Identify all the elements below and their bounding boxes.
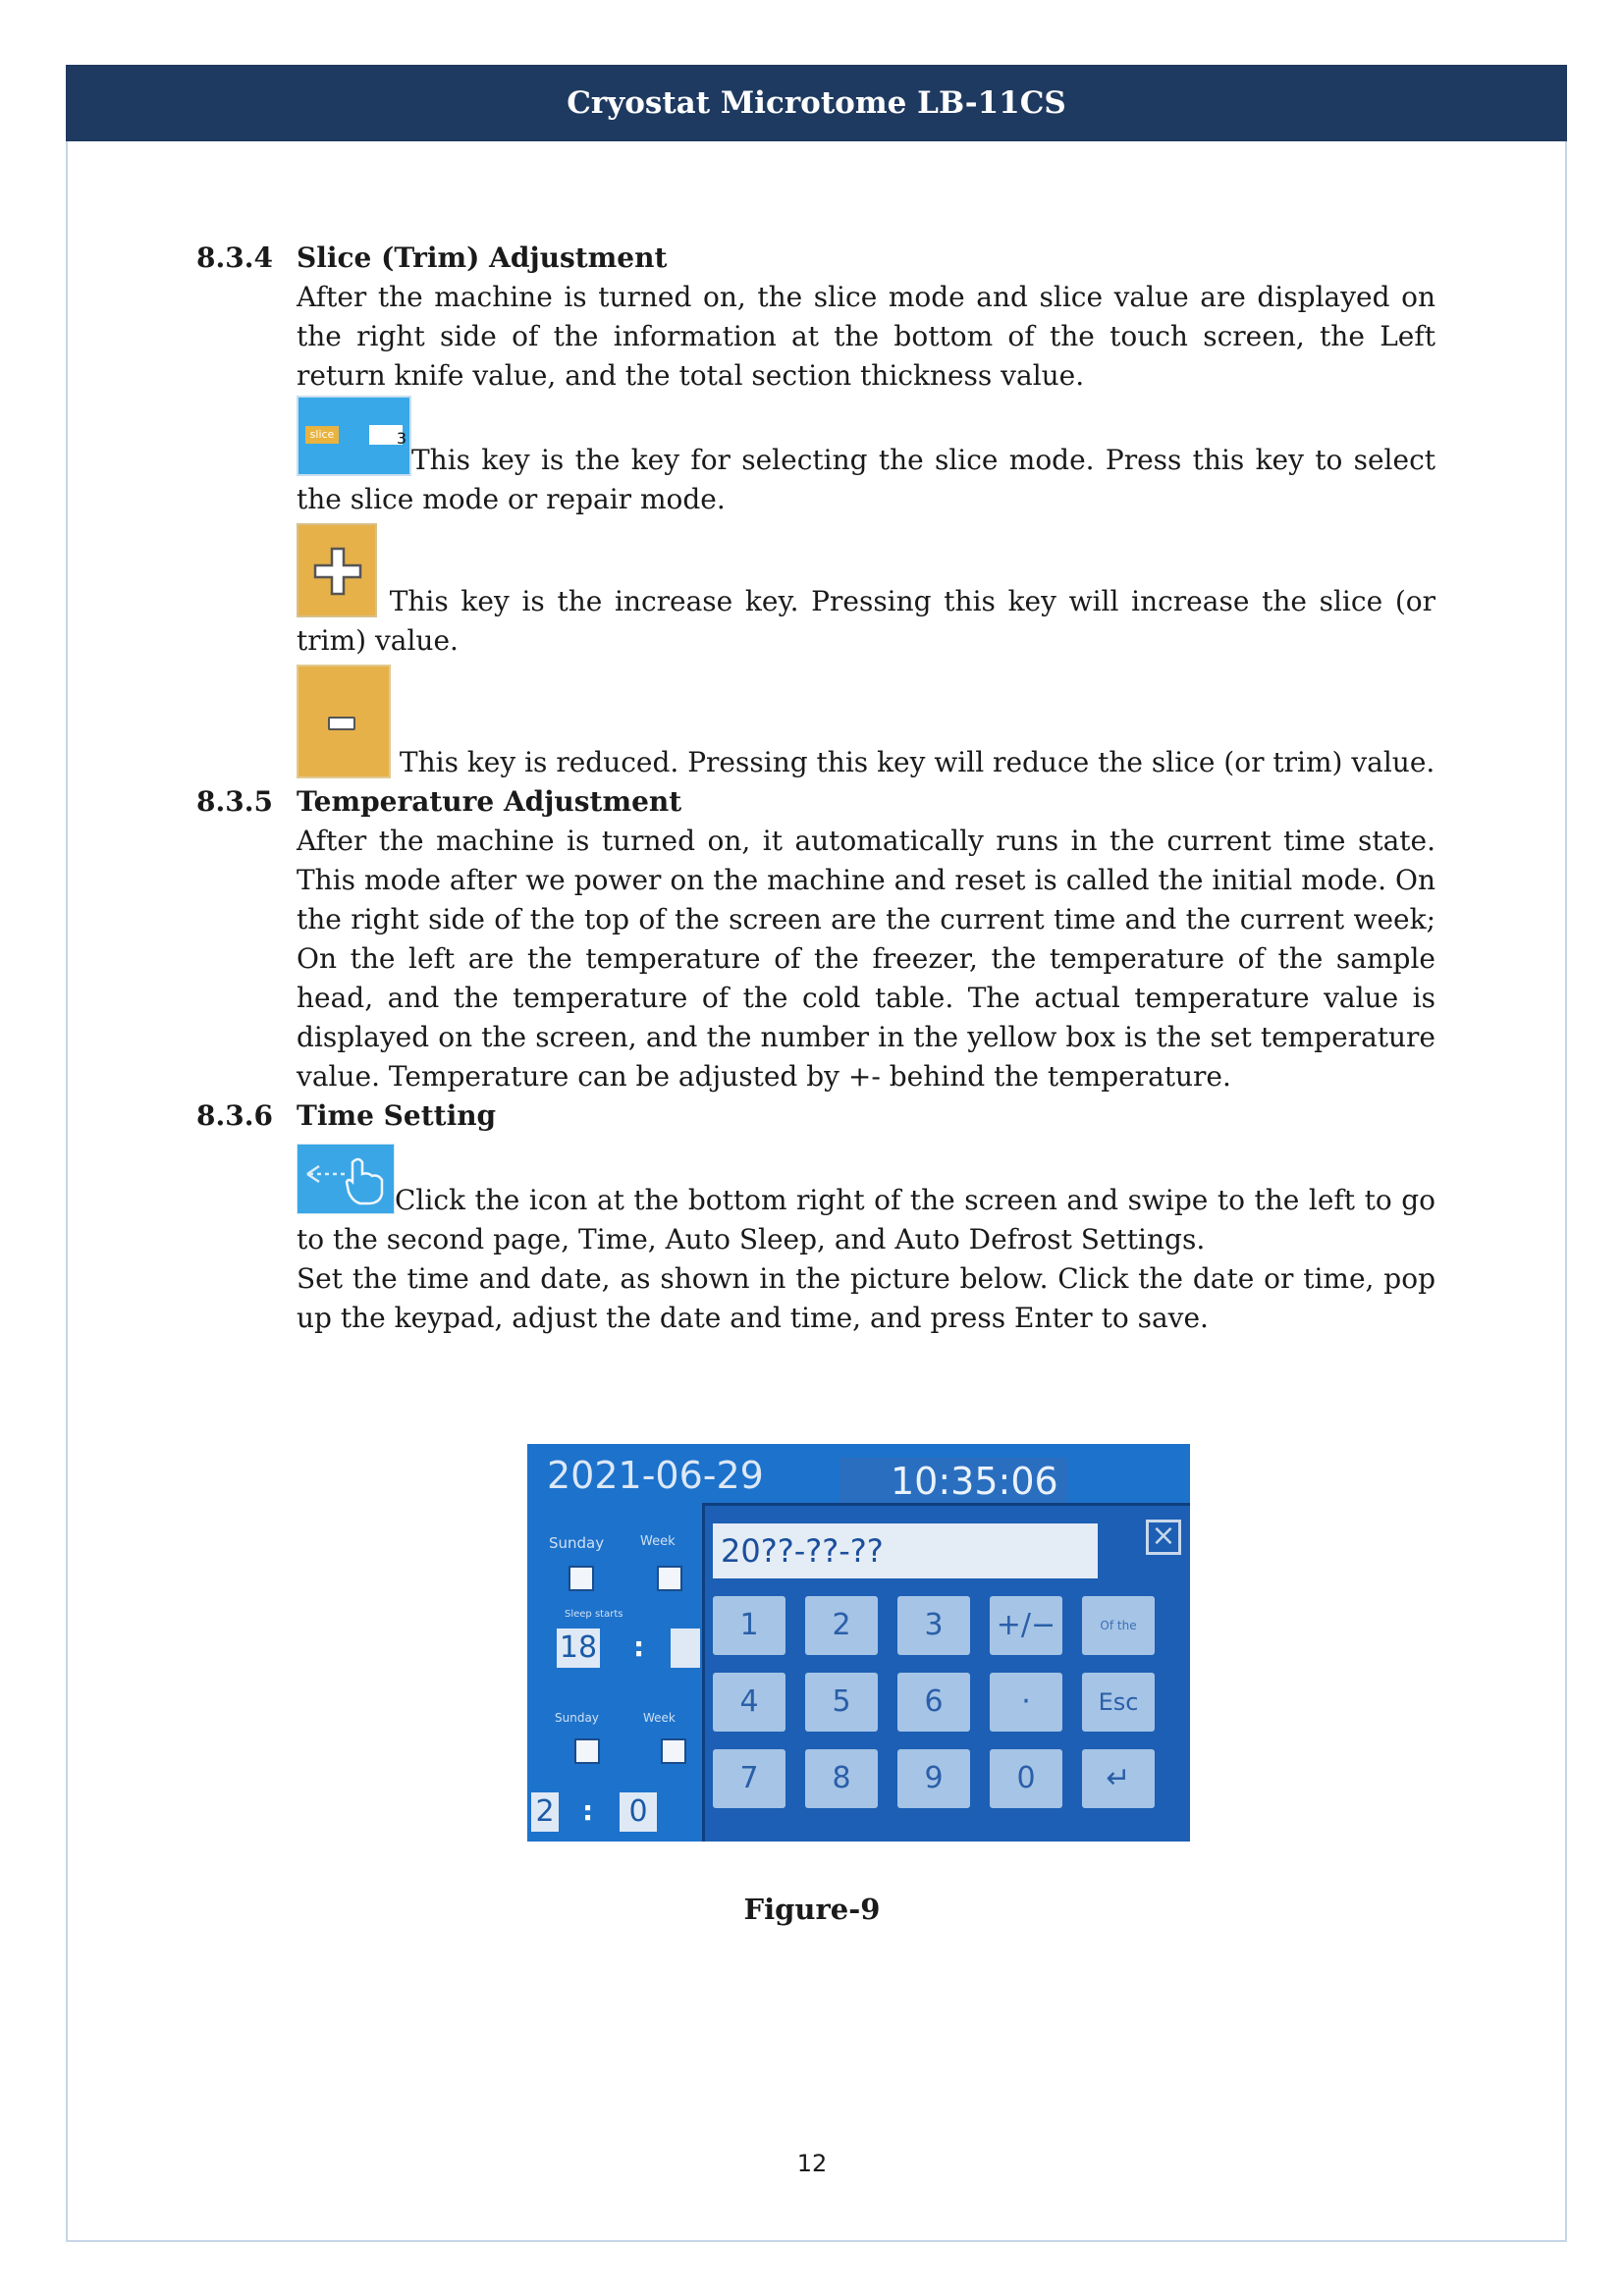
keypad-key-esc[interactable]: Esc	[1082, 1673, 1155, 1732]
section-heading-8-3-5	[196, 782, 1435, 822]
keypad-enter-icon[interactable]: ↵	[1082, 1749, 1155, 1808]
section-paragraph: After the machine is turned on, the slice mode and slice value are displayed on the right side of the information at the bottom of the touch screen, the Left return knife value, and the total section thickness value.	[297, 281, 1435, 392]
sunday-label-2: Sunday	[555, 1711, 599, 1725]
week-checkbox[interactable]	[657, 1566, 682, 1591]
sunday-checkbox[interactable]	[568, 1566, 594, 1591]
week-label-2: Week	[643, 1711, 676, 1725]
section-title: Slice (Trim) Adjustment	[297, 241, 668, 274]
numeric-keypad	[702, 1503, 1190, 1842]
plus-key-description	[196, 519, 1435, 661]
keypad-key-7[interactable]: 7	[713, 1749, 785, 1808]
minute-value-2[interactable]: 0	[620, 1792, 657, 1832]
keypad-key-3[interactable]: 3	[897, 1596, 970, 1655]
keypad-display[interactable]: 20??-??-??	[713, 1523, 1098, 1578]
section-heading-8-3-6	[196, 1096, 1435, 1136]
document-header	[66, 65, 1567, 141]
hour-value-2[interactable]: 2	[531, 1792, 559, 1832]
hour-value[interactable]: 18	[557, 1629, 600, 1668]
colon-separator: :	[633, 1630, 645, 1663]
header-title: Cryostat Microtome LB-11CS	[567, 85, 1066, 121]
colon-separator-2: :	[582, 1794, 594, 1827]
plus-key-icon	[297, 523, 377, 617]
keypad-key-4[interactable]: 4	[713, 1673, 785, 1732]
keypad-key-of-the[interactable]: Of the	[1082, 1596, 1155, 1655]
keypad-key-1[interactable]: 1	[713, 1596, 785, 1655]
figure-caption: Figure-9	[743, 1893, 881, 1926]
slice-key-description	[196, 396, 1435, 519]
week-checkbox-2[interactable]	[661, 1738, 686, 1764]
keypad-key-dot[interactable]: ·	[990, 1673, 1062, 1732]
sunday-checkbox-2[interactable]	[574, 1738, 600, 1764]
section-number: 8.3.6	[196, 1099, 273, 1132]
screen-time: 10:35:06	[891, 1460, 1058, 1503]
keypad-key-8[interactable]: 8	[805, 1749, 878, 1808]
minus-key-description	[196, 661, 1435, 782]
section-paragraph: After the machine is turned on, it automatically runs in the current time state. This mode after we power on the machine and reset is called the initial mode. On the right side of the top of the screen are the current time and the current week; On the left are the temperature of the freezer, the temperature of the sample head, and the temperature of the cold table. The actual temperature value is displayed on the screen, and the number in the yellow box is the set temperature value. Temperature can be adjusted by +- behind the temperature.	[297, 825, 1435, 1093]
slice-value: 3	[396, 429, 406, 448]
week-label: Week	[640, 1534, 676, 1549]
keypad-key-0[interactable]: 0	[990, 1749, 1062, 1808]
section-heading-8-3-4	[196, 239, 1435, 278]
screen-date: 2021-06-29	[547, 1454, 764, 1497]
slice-mode-key-icon	[297, 396, 411, 476]
slice-tag: slice	[305, 426, 339, 444]
minus-key-text: This key is reduced. Pressing this key will reduce the slice (or trim) value.	[399, 746, 1435, 778]
section-number: 8.3.5	[196, 785, 273, 818]
swipe-left-hand-icon	[297, 1144, 395, 1214]
section-title: Temperature Adjustment	[297, 785, 682, 818]
page-number: 12	[796, 2150, 828, 2177]
keypad-key-plus-minus[interactable]: +/−	[990, 1596, 1062, 1655]
section-number: 8.3.4	[196, 241, 273, 274]
plus-key-text: This key is the increase key. Pressing this key will increase the slice (or trim) value.	[297, 585, 1435, 657]
document-body	[196, 239, 1435, 1338]
keypad-key-2[interactable]: 2	[805, 1596, 878, 1655]
keypad-key-9[interactable]: 9	[897, 1749, 970, 1808]
minute-value[interactable]	[671, 1629, 700, 1668]
keypad-key-6[interactable]: 6	[897, 1673, 970, 1732]
swipe-text: Click the icon at the bottom right of the screen and swipe to the left to go to the second page, Time, Auto Sleep, and Auto Defrost Settings.	[297, 1184, 1435, 1255]
section-title: Time Setting	[297, 1099, 497, 1132]
sunday-label: Sunday	[549, 1534, 605, 1552]
slice-key-text: This key is the key for selecting the slice mode. Press this key to select the slice mode or repair mode.	[297, 444, 1435, 515]
section-paragraph: Set the time and date, as shown in the picture below. Click the date or time, pop up the keypad, adjust the date and time, and press Enter to save.	[297, 1262, 1435, 1334]
minus-key-icon	[297, 665, 391, 778]
sleep-label: Sleep starts	[565, 1609, 623, 1620]
time-setting-screenshot	[527, 1444, 1190, 1842]
keypad-key-5[interactable]: 5	[805, 1673, 878, 1732]
swipe-description	[196, 1136, 1435, 1259]
keypad-close-button[interactable]: ×	[1146, 1520, 1181, 1555]
